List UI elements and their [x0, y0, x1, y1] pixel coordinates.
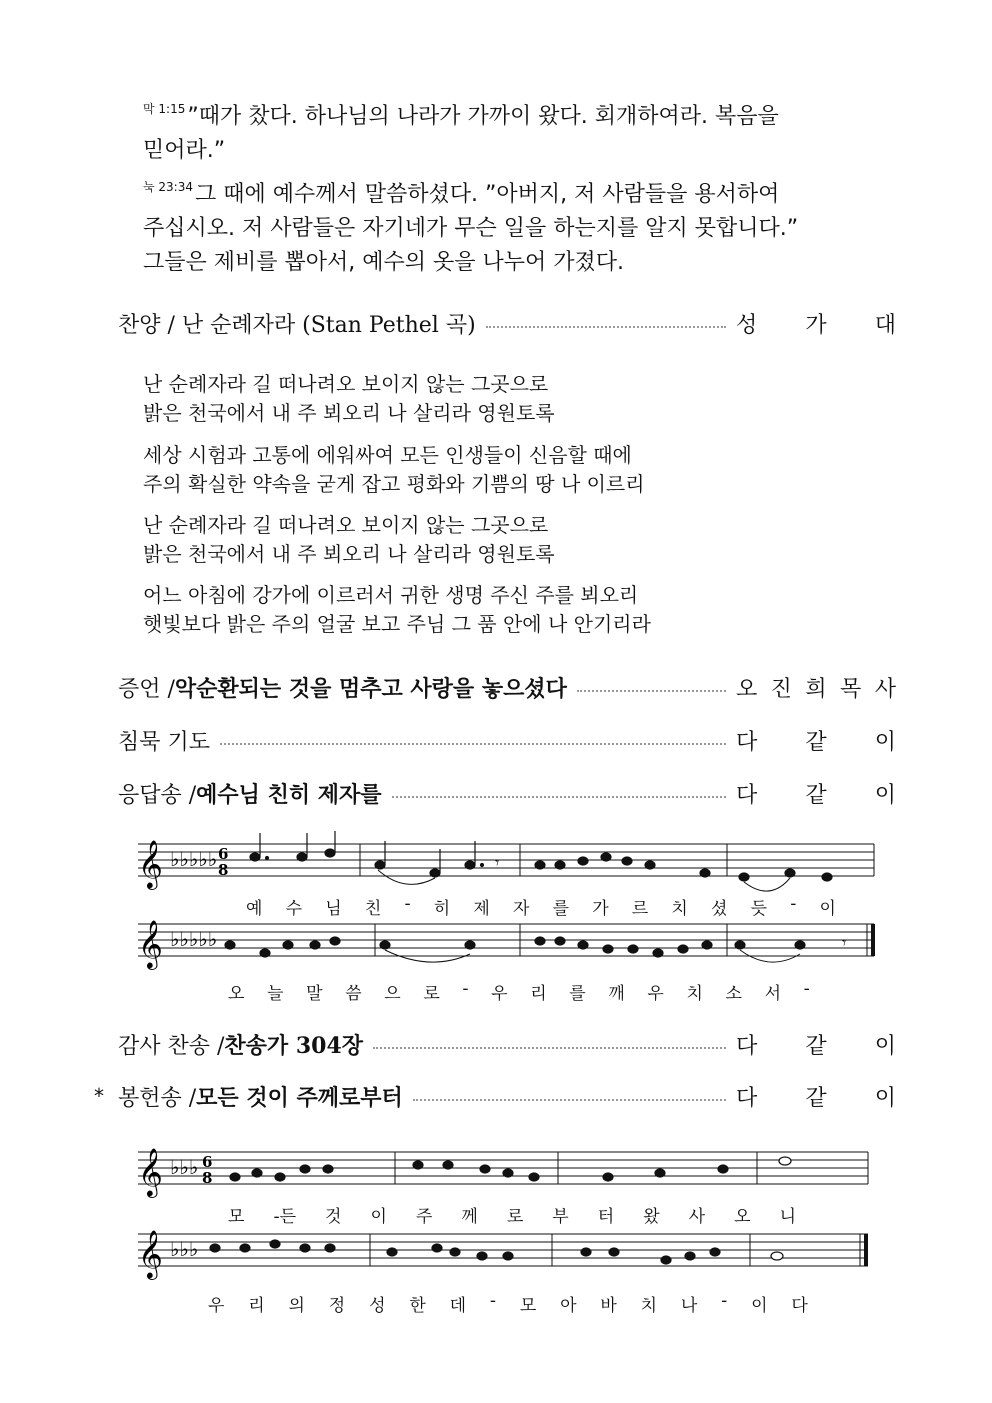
lyric-line: 난 순례자라 길 떠나려오 보이지 않는 그곳으로	[143, 372, 549, 396]
order-item-response	[118, 776, 896, 810]
item-title: 예수님 친히 제자를	[196, 781, 382, 808]
item-title: 악순환되는 것을 멈추고 사랑을 놓으셨다	[174, 676, 567, 702]
item-performer: 오 진 희 목 사	[736, 676, 896, 702]
lyric-line: 어느 아침에 강가에 이르러서 귀한 생명 주신 주를 뵈오리	[143, 583, 639, 607]
order-item-testimony	[118, 670, 896, 704]
verse-line: 믿어라.”	[143, 138, 226, 163]
svg-text:𝄾: 𝄾	[495, 853, 500, 872]
item-label: 응답송 /	[118, 782, 197, 808]
item-performer: 다 같 이	[736, 729, 896, 755]
item-performer: 다 같 이	[736, 1033, 896, 1059]
svg-text:♭♭♭♭♭: ♭♭♭♭♭	[170, 927, 218, 951]
hymn-lyrics	[143, 370, 555, 428]
item-label: 감사 찬송 /	[118, 1033, 225, 1059]
svg-text:♭♭♭: ♭♭♭	[170, 1155, 199, 1179]
item-label: 침묵 기도	[118, 729, 211, 755]
order-item-prayer	[118, 723, 896, 757]
time-bottom: 8	[218, 861, 229, 879]
leader-dots	[486, 326, 726, 328]
svg-text:𝄾: 𝄾	[842, 933, 847, 952]
time-top: 6	[202, 1153, 213, 1171]
score-lyrics-line-1: 예 수 님 친 - 히 제 자 를 가 르 치 셨 듯 - 이	[246, 894, 836, 919]
item-title: 모든 것이 주께로부터	[196, 1084, 403, 1111]
verse-ref: 막 1:15	[143, 102, 186, 116]
hymn-lyrics	[143, 511, 555, 569]
notes-line-1	[250, 831, 832, 881]
item-title: 찬송가 304장	[224, 1032, 364, 1059]
verse-line: $^{눅 23:34}$그 때에 예수께서 말씀하셨다. ”아버지, 저 사람들을 용서하여	[143, 180, 780, 207]
treble-clef-icon: 𝄞	[138, 1147, 163, 1196]
time-bottom: 8	[202, 1169, 213, 1187]
item-performer: 성 가 대	[736, 312, 896, 338]
key-signature-flats	[170, 1155, 198, 1261]
lyric-line: 주의 확실한 약속을 굳게 잡고 평화와 기쁨의 땅 나 이르리	[143, 472, 645, 496]
lyric-line: 밝은 천국에서 내 주 뵈오리 나 살리라 영원토록	[143, 542, 555, 566]
score-lyrics-line-3: 모 -든 것 이 주 께 로 부 터 왔 사 오 니	[228, 1207, 796, 1227]
lyric-line: 밝은 천국에서 내 주 뵈오리 나 살리라 영원토록	[143, 401, 555, 425]
order-item-hymn	[118, 306, 896, 340]
verse-line: 주십시오. 저 사람들은 자기네가 무슨 일을 하는지를 알지 못합니다.”	[143, 216, 799, 241]
item-label: 찬양 / 난 순례자라 (Stan Pethel 곡)	[118, 312, 476, 338]
treble-clef-icon: 𝄞	[138, 1229, 163, 1278]
svg-text:♭♭♭♭♭: ♭♭♭♭♭	[170, 847, 218, 871]
score-lyrics-line-2: 오 늘 말 씀 으 로 - 우 리 를 깨 우 치 소 서 -	[228, 979, 810, 1004]
item-label: 봉헌송 /	[118, 1085, 197, 1111]
leader-dots	[413, 1099, 726, 1101]
notes-line-2	[210, 1240, 783, 1264]
lyric-line: 난 순례자라 길 떠나려오 보이지 않는 그곳으로	[143, 513, 549, 537]
item-performer: 다 같 이	[736, 1085, 896, 1111]
lyric-line: 햇빛보다 밝은 주의 얼굴 보고 주님 그 품 안에 나 안기리라	[143, 612, 651, 636]
item-performer: 다 같 이	[736, 782, 896, 808]
verse-luke	[143, 170, 798, 280]
standing-marker: *	[94, 1084, 104, 1108]
item-label: 증언 /	[118, 676, 175, 702]
order-item-thanks-hymn	[118, 1027, 896, 1061]
verse-ref: 눅 23:34	[143, 180, 193, 194]
verse-line: $^{막 1:15}$”때가 찼다. 하나님의 나라가 가까이 왔다. 회개하여라. 복음을	[143, 102, 779, 129]
leader-dots	[220, 743, 726, 745]
leader-dots	[373, 1047, 726, 1049]
key-signature-flats	[170, 847, 217, 951]
time-top: 6	[218, 845, 229, 863]
lyric-line: 세상 시험과 고통에 에워싸여 모든 인생들이 신음할 때에	[143, 443, 632, 467]
verse-mark	[143, 92, 779, 168]
order-item-offering	[118, 1079, 896, 1113]
verse-line: 그들은 제비를 뽑아서, 예수의 옷을 나누어 가졌다.	[143, 250, 624, 275]
leader-dots	[392, 796, 726, 798]
hymn-lyrics	[143, 441, 645, 499]
svg-text:♭♭♭: ♭♭♭	[170, 1237, 199, 1261]
leader-dots	[577, 690, 726, 692]
treble-clef-icon: 𝄞	[138, 919, 163, 968]
treble-clef-icon: 𝄞	[138, 839, 163, 888]
hymn-lyrics	[143, 581, 651, 639]
score-lyrics-line-4: 우 리 의 정 성 한 데 - 모 아 바 치 나 - 이 다	[208, 1291, 808, 1316]
notes-line-1	[230, 1157, 791, 1181]
